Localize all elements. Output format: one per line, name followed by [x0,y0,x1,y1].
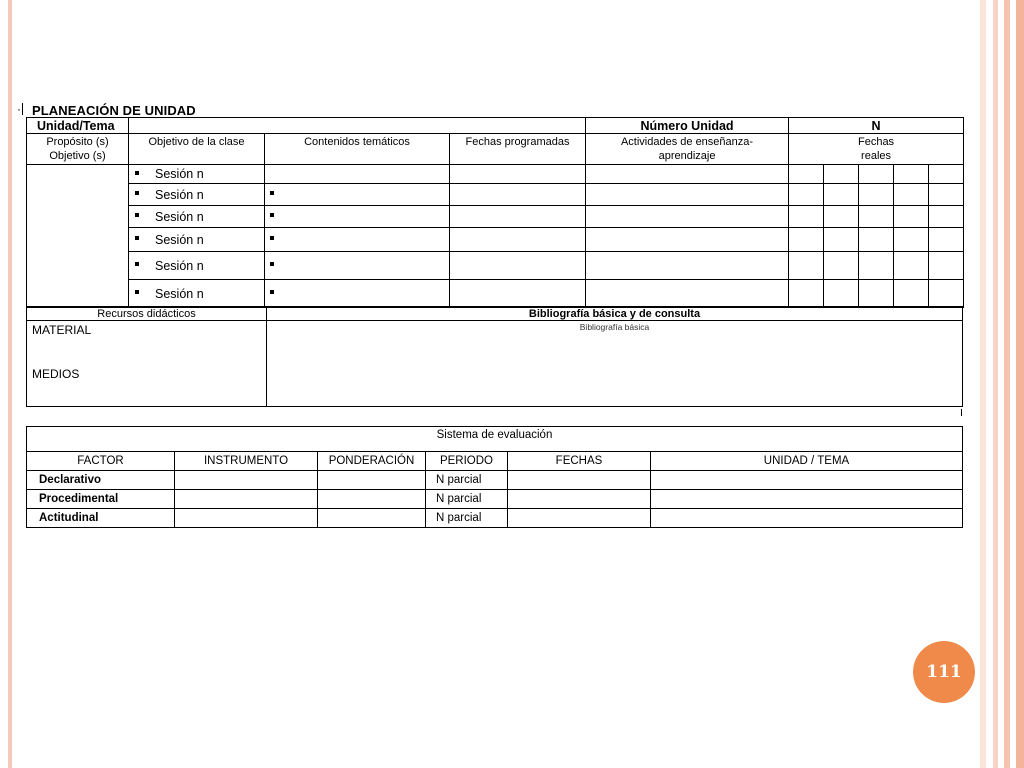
ponderacion-cell[interactable] [318,471,426,490]
bullet-square-icon [135,262,139,266]
actividad-cell[interactable] [586,184,789,206]
recursos-header: Recursos didácticos [27,307,267,321]
fecha-real-cell[interactable] [929,206,964,228]
fechas-cell[interactable] [508,471,651,490]
fecha-real-cell[interactable] [894,280,929,308]
session-cell: Sesión n [129,184,265,206]
unidad-tema-cell[interactable] [651,471,963,490]
session-cell: Sesión n [129,165,265,184]
session-cell: Sesión n [129,280,265,308]
fecha-real-cell[interactable] [789,280,824,308]
numero-unidad-value: N [789,118,964,134]
header-periodo: PERIODO [426,452,508,471]
fecha-cell[interactable] [450,252,586,280]
fecha-cell[interactable] [450,206,586,228]
actividad-cell[interactable] [586,165,789,184]
fecha-real-cell[interactable] [824,165,859,184]
fecha-real-cell[interactable] [929,165,964,184]
periodo-cell: N parcial [426,471,508,490]
fecha-real-cell[interactable] [859,280,894,308]
fecha-real-cell[interactable] [824,206,859,228]
unidad-tema-cell[interactable] [651,490,963,509]
col-objetivo: Objetivo de la clase [129,134,265,165]
fecha-real-cell[interactable] [859,206,894,228]
col-contenidos: Contenidos temáticos [265,134,450,165]
unidad-tema-cell[interactable] [651,509,963,528]
unidad-tema-value[interactable] [129,118,586,134]
ponderacion-cell[interactable] [318,509,426,528]
fecha-cell[interactable] [450,184,586,206]
fecha-real-cell[interactable] [789,228,824,252]
fecha-real-cell[interactable] [859,184,894,206]
col-fechas-reales: Fechas reales [789,134,964,165]
fecha-real-cell[interactable] [824,228,859,252]
proposito-cell[interactable] [27,165,129,308]
bullet-square-icon [270,191,274,195]
col-fechas-programadas: Fechas programadas [450,134,586,165]
fecha-real-cell[interactable] [789,252,824,280]
contenido-cell[interactable] [265,165,450,184]
contenido-cell[interactable] [265,228,450,252]
fecha-real-cell[interactable] [929,280,964,308]
fecha-real-cell[interactable] [929,184,964,206]
bullet-square-icon [135,236,139,240]
contenido-cell[interactable] [265,252,450,280]
col-actividades: Actividades de enseñanza-aprendizaje [586,134,789,165]
bullet-square-icon [135,213,139,217]
header-instrumento: INSTRUMENTO [175,452,318,471]
margin-tick [961,409,962,416]
actividad-cell[interactable] [586,280,789,308]
fecha-real-cell[interactable] [789,184,824,206]
page-number-badge: 111 [913,641,975,703]
bibliografia-header: Bibliografía básica y de consulta [267,307,963,321]
instrumento-cell[interactable] [175,471,318,490]
header-ponderacion: PONDERACIÓN [318,452,426,471]
bullet-icon: · [17,102,21,116]
fecha-real-cell[interactable] [859,165,894,184]
session-cell: Sesión n [129,206,265,228]
planning-table [26,117,964,308]
fecha-real-cell[interactable] [824,184,859,206]
session-cell: Sesión n [129,252,265,280]
bullet-square-icon [270,262,274,266]
instrumento-cell[interactable] [175,490,318,509]
fechas-cell[interactable] [508,509,651,528]
header-factor: FACTOR [27,452,175,471]
cursor-bar [22,103,23,115]
evaluation-table [26,426,963,528]
fecha-real-cell[interactable] [929,252,964,280]
contenido-cell[interactable] [265,206,450,228]
numero-unidad-label: Número Unidad [586,118,789,134]
bullet-square-icon [135,171,139,175]
contenido-cell[interactable] [265,280,450,308]
bullet-square-icon [270,213,274,217]
evaluation-title: Sistema de evaluación [27,427,963,452]
factor-actitudinal: Actitudinal [27,509,175,528]
fecha-real-cell[interactable] [789,165,824,184]
actividad-cell[interactable] [586,228,789,252]
header-fechas: FECHAS [508,452,651,471]
bibliografia-cell[interactable] [267,321,963,407]
contenido-cell[interactable] [265,184,450,206]
bullet-square-icon [135,290,139,294]
fecha-real-cell[interactable] [824,280,859,308]
fecha-cell[interactable] [450,228,586,252]
fecha-real-cell[interactable] [894,252,929,280]
bullet-square-icon [270,290,274,294]
fechas-cell[interactable] [508,490,651,509]
fecha-real-cell[interactable] [859,252,894,280]
actividad-cell[interactable] [586,206,789,228]
ponderacion-cell[interactable] [318,490,426,509]
actividad-cell[interactable] [586,252,789,280]
material-label: MATERIAL [32,323,92,337]
header-unidad-tema: UNIDAD / TEMA [651,452,963,471]
fecha-real-cell[interactable] [929,228,964,252]
periodo-cell: N parcial [426,490,508,509]
fecha-real-cell[interactable] [894,228,929,252]
unidad-tema-label: Unidad/Tema [27,118,129,134]
fecha-real-cell[interactable] [824,252,859,280]
periodo-cell: N parcial [426,509,508,528]
medios-label: MEDIOS [32,367,80,381]
fecha-cell[interactable] [450,165,586,184]
fecha-real-cell[interactable] [894,165,929,184]
resources-table [26,306,963,407]
factor-procedimental: Procedimental [27,490,175,509]
bullet-square-icon [270,236,274,240]
recursos-cell[interactable] [27,321,267,407]
fecha-real-cell[interactable] [859,228,894,252]
bullet-square-icon [135,191,139,195]
bibliografia-basica-label: Bibliografía básica [579,322,650,332]
col-proposito: Propósito (s) Objetivo (s) [27,134,129,165]
page-title: PLANEACIÓN DE UNIDAD [32,103,196,118]
instrumento-cell[interactable] [175,509,318,528]
fecha-cell[interactable] [450,280,586,308]
session-cell: Sesión n [129,228,265,252]
fecha-real-cell[interactable] [789,206,824,228]
fecha-real-cell[interactable] [894,184,929,206]
factor-declarativo: Declarativo [27,471,175,490]
fecha-real-cell[interactable] [894,206,929,228]
